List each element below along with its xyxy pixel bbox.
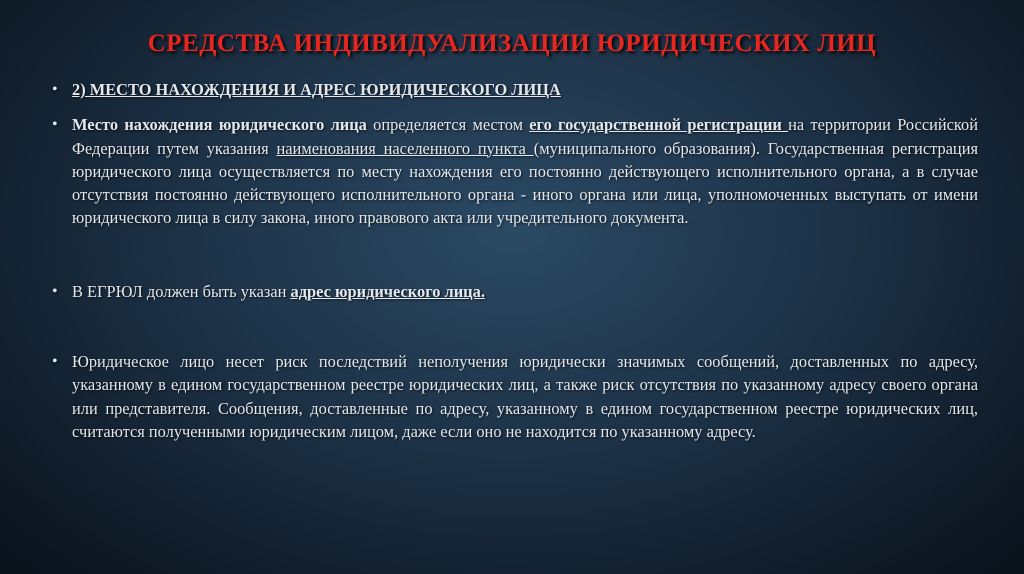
- bullet-icon: •: [52, 282, 58, 300]
- list-item: [52, 113, 978, 229]
- term-text: Место нахождения юридического лица: [72, 115, 367, 135]
- slide-title: СРЕДСТВА ИНДИВИДУАЛИЗАЦИИ ЮРИДИЧЕСКИХ ЛИЦ: [147, 30, 877, 57]
- body-text: на территории Российской Федерации путем указания: [72, 115, 979, 158]
- section-heading: 2) МЕСТО НАХОЖДЕНИЯ И АДРЕС ЮРИДИЧЕСКОГО ЛИЦА: [72, 80, 561, 99]
- bullet-list: [52, 78, 978, 443]
- emphasis-text: его государственной регистрации: [529, 115, 789, 135]
- emphasis-text: наименования населенного пункта: [276, 138, 534, 158]
- body-text: В ЕГРЮЛ должен быть указан: [72, 281, 291, 301]
- body-text: (муниципального образования). Государственная регистрация юридического лица осуществляется по месту нахождения его постоянно действующего исполнительного органа, а в случае отсутствия постоянно действующего исполнительного органа - иного органа или лица, уполномоченных выступать от имени юридического лица в силу закона, иного правового акта или учредительного документа.: [72, 138, 979, 228]
- bullet-icon: •: [52, 81, 58, 98]
- bullet-icon: •: [52, 353, 58, 371]
- list-item: [52, 280, 978, 303]
- emphasis-text: адрес юридического лица.: [290, 281, 485, 301]
- body-text: определяется местом: [366, 115, 530, 135]
- list-item: [52, 78, 978, 101]
- bullet-icon: •: [52, 116, 58, 134]
- body-text: Юридическое лицо несет риск последствий неполучения юридически значимых сообщений, доставленных по адресу, указанному в едином государственном реестре юридических лиц, а также риск отсутствия по указанному адресу своего органа или представителя. Сообщения, доставленные по адресу, указанному в едином государственном реестре юридических лиц, считаются полученными юридическим лицом, даже если оно не находится по указанному адресу.: [72, 352, 978, 441]
- list-item: [52, 350, 978, 443]
